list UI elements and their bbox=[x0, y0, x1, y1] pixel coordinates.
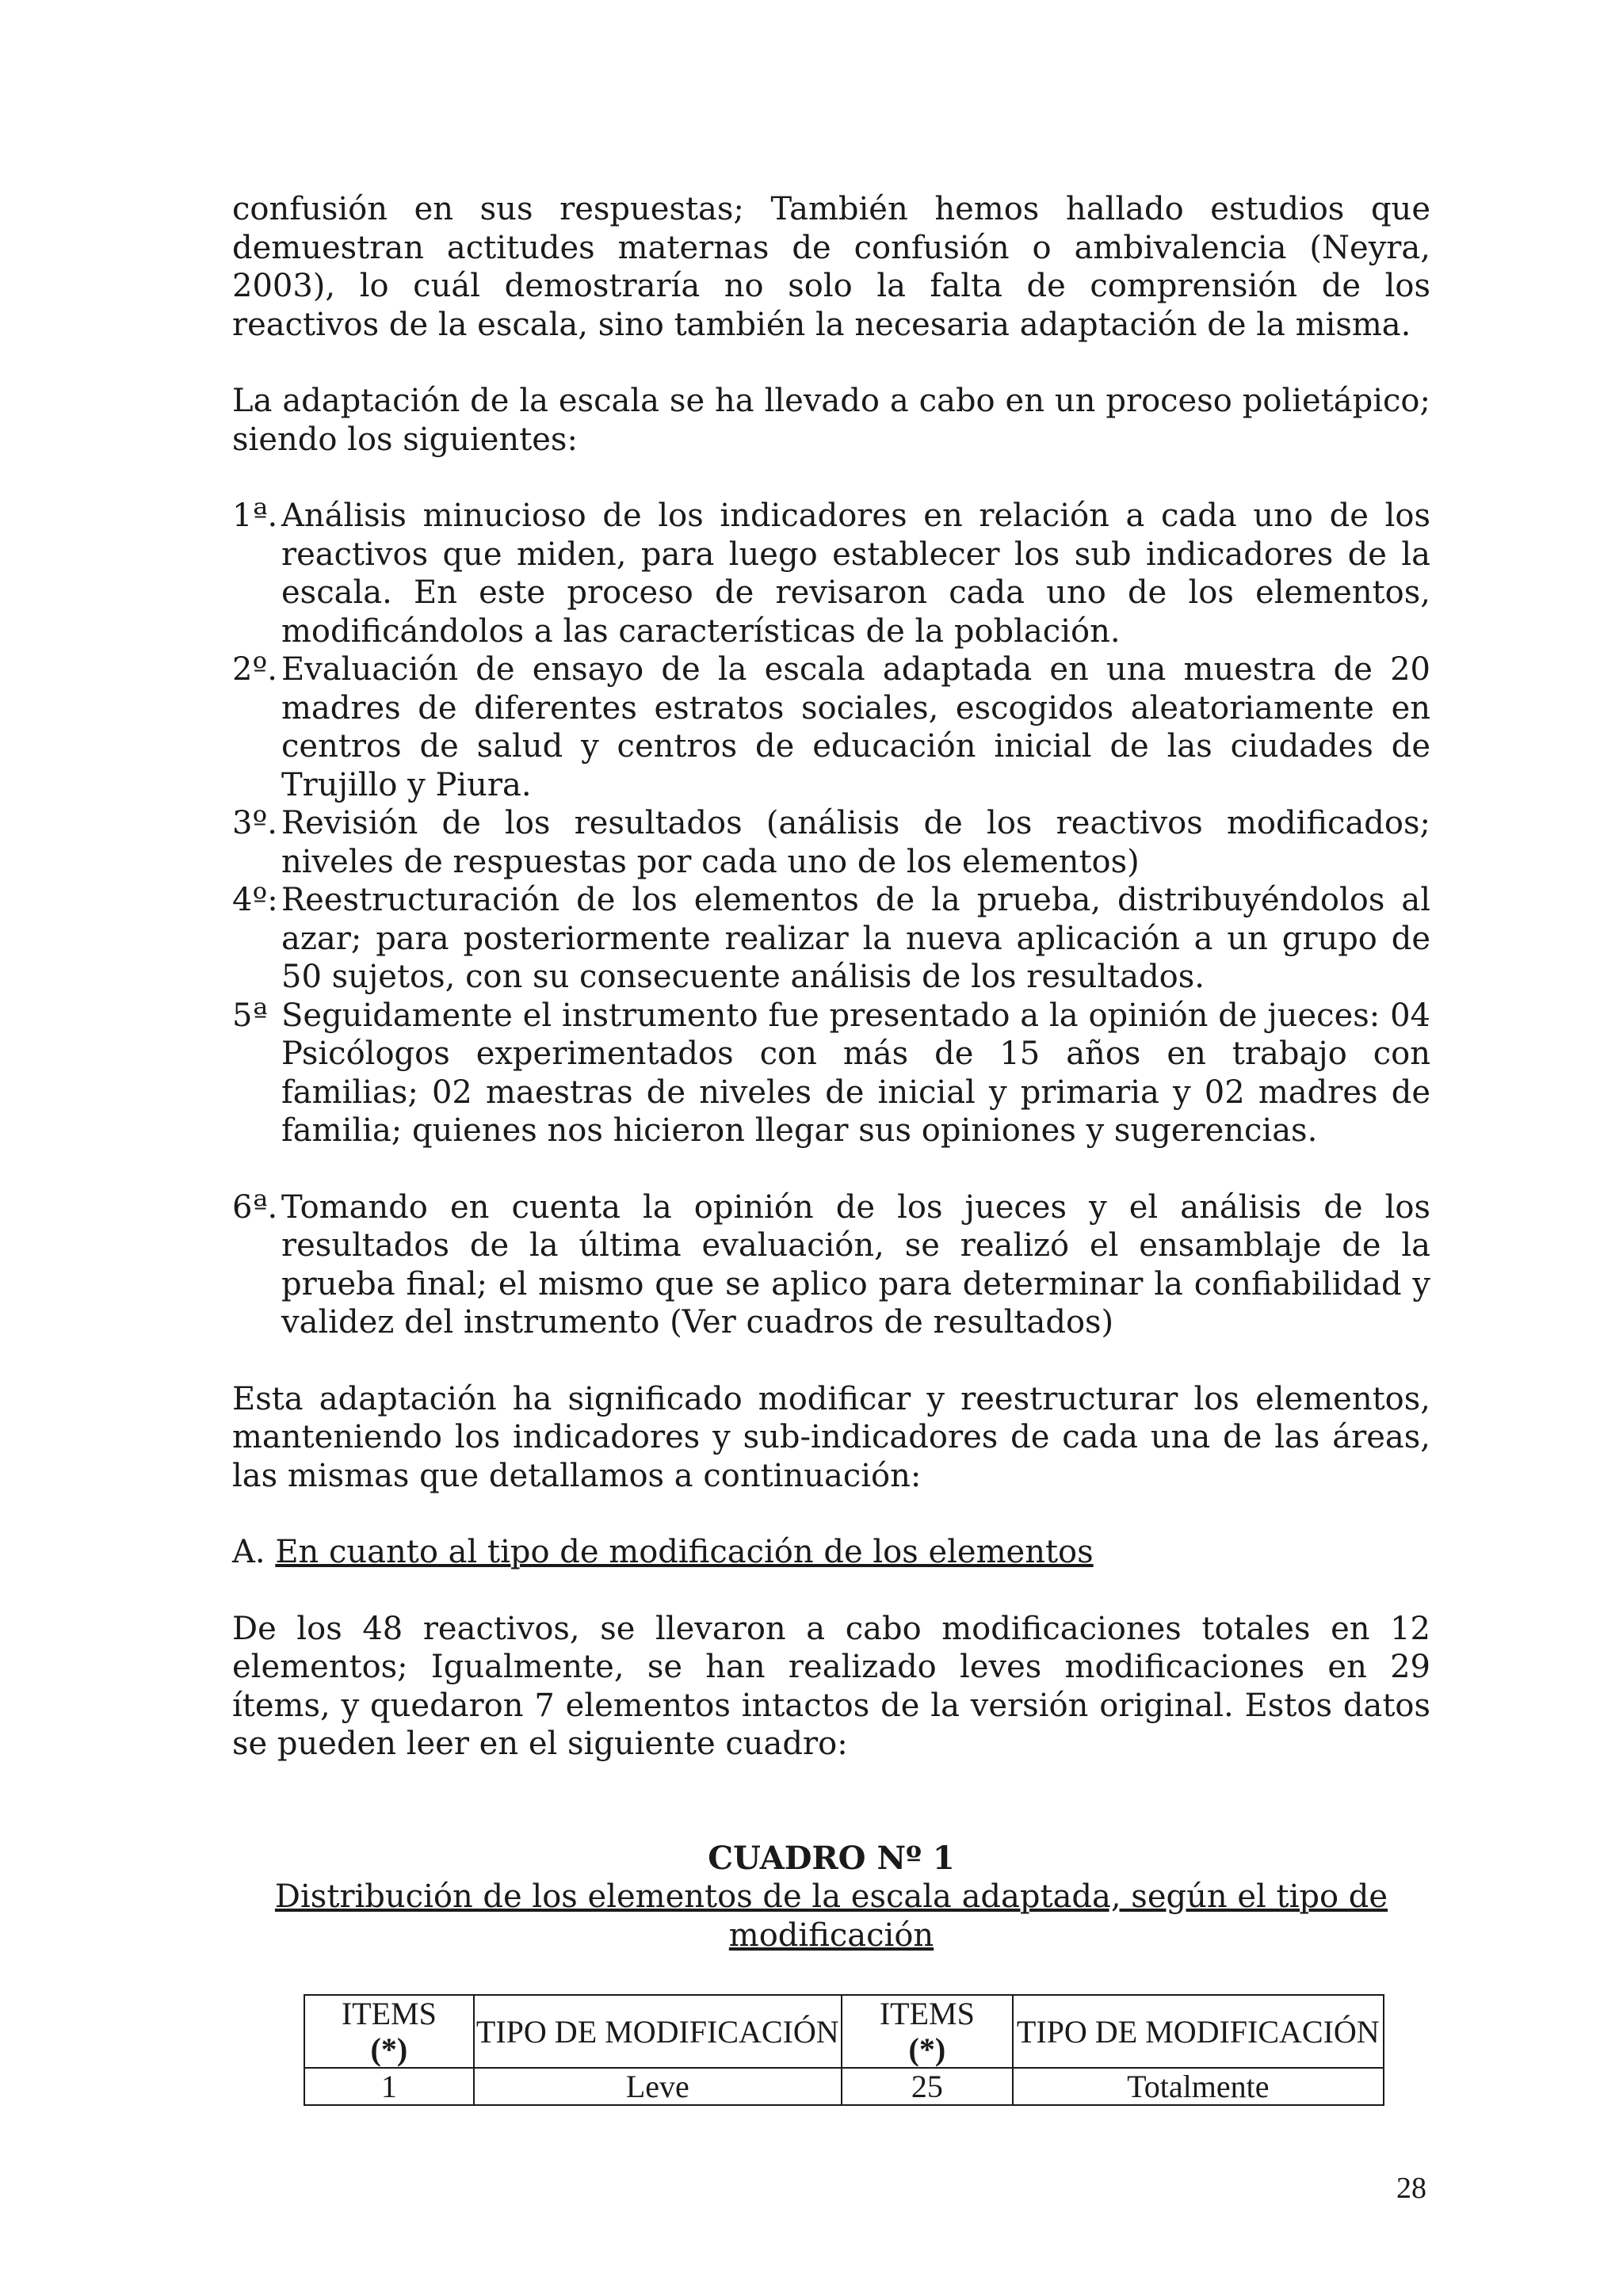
paragraph-adaptation: La adaptación de la escala se ha llevado a cabo en un proceso polietápico; siendo los siguientes: bbox=[232, 383, 1430, 458]
document-page bbox=[232, 190, 1430, 2106]
step-number: 1ª. bbox=[232, 498, 278, 534]
step-number: 6ª. bbox=[232, 1188, 278, 1226]
column-header-label: TIPO DE MODIFICACIÓN bbox=[1016, 2013, 1380, 2050]
steps-list bbox=[232, 497, 1430, 1342]
table-cell: Leve bbox=[474, 2068, 842, 2105]
table-row bbox=[304, 2068, 1384, 2105]
list-item bbox=[232, 497, 1430, 650]
paragraph-data: De los 48 reactivos, se llevaron a cabo modificaciones totales en 12 elementos; Igualmente, se han realizado leves modificaciones en 29 ítems, y quedaron 7 elementos intactos de la versión original. Estos datos se pueden leer en el siguiente cuadro: bbox=[232, 1610, 1430, 1762]
table-cell: 1 bbox=[304, 2068, 474, 2105]
table-header-row bbox=[304, 1995, 1384, 2068]
step-text: Tomando en cuenta la opinión de los jueces y el análisis de los resultados de la última evaluación, se realizó el ensamblaje de la prueba final; el mismo que se aplico para determinar la confiabilidad y validez del instrumento (Ver cuadros de resultados) bbox=[281, 1188, 1430, 1341]
step-text: Seguidamente el instrumento fue presentado a la opinión de jueces: 04 Psicólogos experimentados con más de 15 años en trabajo con familias; 02 maestras de niveles de inicial y primaria y 02 madres de familia; quienes nos hicieron llegar sus opiniones y sugerencias. bbox=[281, 997, 1430, 1149]
list-item bbox=[232, 804, 1430, 881]
list-item bbox=[232, 1188, 1430, 1342]
step-number: 3º. bbox=[232, 805, 277, 841]
page-number: 28 bbox=[1396, 2172, 1426, 2205]
table-subtitle: Distribución de los elementos de la escala adaptada, según el tipo de modificación bbox=[274, 1878, 1388, 1954]
section-letter: A. bbox=[232, 1534, 265, 1570]
table-cell: 25 bbox=[842, 2068, 1013, 2105]
step-number: 4º: bbox=[232, 882, 278, 918]
list-item bbox=[232, 881, 1430, 997]
column-header bbox=[474, 1995, 842, 2068]
table-title: CUADRO Nº 1 bbox=[708, 1839, 955, 1877]
section-title: En cuanto al tipo de modificación de los elementos bbox=[275, 1534, 1094, 1570]
paragraph-intro: confusión en sus respuestas; También hemos hallado estudios que demuestran actitudes maternas de confusión o ambivalencia (Neyra, 2003), lo cuál demostraría no solo la falta de comprensión de los reactivos de la escala, sino también la necesaria adaptación de la misma. bbox=[232, 191, 1430, 343]
column-header-note: (*) bbox=[370, 2031, 408, 2067]
modification-table bbox=[304, 1994, 1384, 2106]
column-header bbox=[304, 1995, 474, 2068]
column-header bbox=[842, 1995, 1013, 2068]
step-text: Análisis minucioso de los indicadores en relación a cada uno de los reactivos que miden, para luego establecer los sub indicadores de la escala. En este proceso de revisaron cada uno de los elementos, modificándolos a las características de la población. bbox=[281, 498, 1430, 650]
step-text: Reestructuración de los elementos de la prueba, distribuyéndolos al azar; para posteriormente realizar la nueva aplicación a un grupo de 50 sujetos, con su consecuente análisis de los resultados. bbox=[281, 882, 1430, 995]
list-item bbox=[232, 650, 1430, 804]
column-header-label: TIPO DE MODIFICACIÓN bbox=[475, 2013, 839, 2050]
step-text: Revisión de los resultados (análisis de los reactivos modificados; niveles de respuestas por cada uno de los elementos) bbox=[281, 805, 1430, 880]
column-header-label: ITEMS bbox=[341, 1996, 437, 2031]
list-item bbox=[232, 997, 1430, 1150]
paragraph-summary: Esta adaptación ha significado modificar y reestructurar los elementos, manteniendo los indicadores y sub-indicadores de cada una de las áreas, las mismas que detallamos a continuación: bbox=[232, 1380, 1430, 1494]
column-header-note: (*) bbox=[908, 2031, 946, 2067]
step-number: 5ª bbox=[232, 997, 268, 1034]
column-header-label: ITEMS bbox=[879, 1996, 975, 2031]
column-header bbox=[1013, 1995, 1384, 2068]
section-heading-a bbox=[232, 1533, 1430, 1572]
step-number: 2º. bbox=[232, 651, 277, 688]
step-text: Evaluación de ensayo de la escala adaptada en una muestra de 20 madres de diferentes estratos sociales, escogidos aleatoriamente en centros de salud y centros de educación inicial de las ciudades de Trujillo y Piura. bbox=[281, 651, 1430, 803]
table-cell: Totalmente bbox=[1013, 2068, 1384, 2105]
